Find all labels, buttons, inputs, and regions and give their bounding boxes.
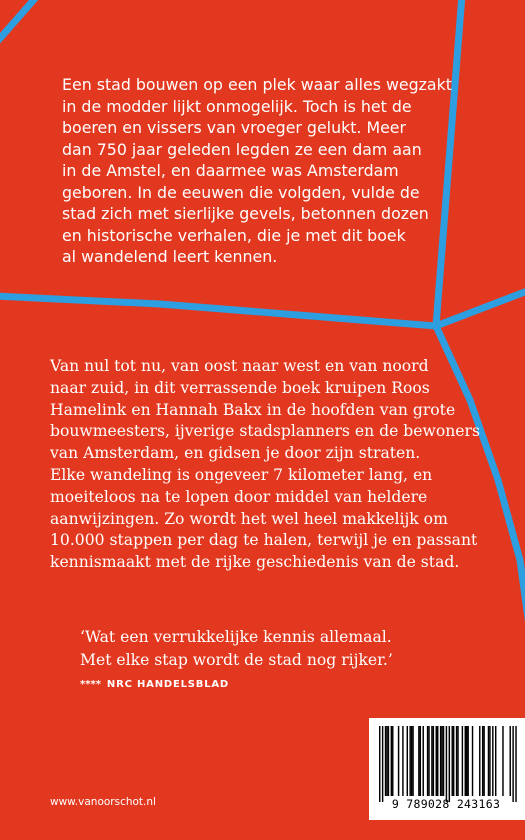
description-text: Van nul tot nu, van oost naar west en van noord naar zuid, in dit verrassende boek kruipen Roos Hamelink en Hannah Bakx in de hoofden van grote bouwmeesters, ijverige stadsplanners en de bewoners van Amsterdam, en gidsen je door zijn straten. Elke wandeling is ongeveer 7 kilometer lang, en moeiteloos na te lopen door middel van heldere aanwijzingen. Zo wordt het wel heel makkelijk om 10.000 stappen per dag te halen, terwijl je en passant kennismaakt met de rijke geschiedenis van de stad. — [50, 357, 480, 572]
barcode-bar — [411, 726, 412, 796]
barcode-bar — [489, 726, 490, 796]
barcode-bar — [492, 726, 493, 796]
barcode-bar — [452, 726, 453, 796]
review-source — [80, 679, 229, 690]
barcode-bar — [388, 726, 389, 796]
review-stars: **** — [80, 679, 101, 690]
barcode-bar — [423, 726, 424, 796]
barcode-bar — [409, 726, 410, 796]
barcode-bar — [449, 726, 450, 802]
barcode-bar — [412, 726, 413, 796]
barcode — [369, 718, 525, 820]
barcode-bar — [436, 726, 437, 796]
barcode-bar — [479, 726, 480, 796]
barcode-bar — [443, 726, 444, 796]
barcode-bar — [466, 726, 467, 796]
barcode-bar — [482, 726, 483, 796]
barcode-bar — [431, 726, 432, 796]
barcode-bar — [398, 726, 399, 796]
barcode-bar — [467, 726, 468, 796]
review-source-name: NRC HANDELSBLAD — [106, 679, 230, 690]
blurb-text: Een stad bouwen op een plek waar alles wegzakt in de modder lijkt onmogelijk. Toch is het de boeren en vissers van vroeger gelukt. Meer dan 750 jaar geleden legden ze een dam aan in de Amstel, en daarmee was Amsterdam geboren. In de eeuwen die volgden, vulde de stad zich met sierlijke gevels, betonnen dozen en historische verhalen, die je met dit boek al wandelend leert kennen. — [62, 75, 452, 266]
barcode-bar — [502, 726, 503, 796]
barcode-bar — [385, 726, 386, 796]
isbn-number: 9 789028 243163 — [391, 797, 501, 811]
barcode-bar — [465, 726, 466, 796]
review-quote: ‘Wat een verrukkelijke kennis allemaal. Met elke stap wordt de stad nog rijker.’ — [80, 628, 393, 669]
barcode-bar — [428, 726, 429, 796]
barcode-bar — [446, 726, 447, 802]
barcode-bar — [440, 726, 441, 796]
barcode-bar — [386, 726, 387, 796]
barcode-bar — [392, 726, 393, 796]
barcode-bar — [382, 726, 383, 802]
barcode-bar — [433, 726, 434, 796]
barcode-bar — [515, 726, 516, 802]
barcode-bar — [495, 726, 496, 796]
barcode-bar — [483, 726, 484, 796]
barcode-bar — [379, 726, 380, 802]
barcode-bar — [472, 726, 473, 796]
barcode-bar — [462, 726, 463, 796]
barcode-bar — [453, 726, 454, 796]
barcode-bar — [420, 726, 421, 796]
barcode-bar — [510, 726, 511, 796]
barcode-bar — [402, 726, 403, 796]
publisher-url[interactable]: www.vanoorschot.nl — [50, 796, 156, 808]
barcode-bar — [512, 726, 513, 802]
barcode-bar — [488, 726, 489, 796]
barcode-bar — [457, 726, 458, 796]
barcode-bar — [437, 726, 438, 796]
barcode-bar — [456, 726, 457, 796]
barcode-bar — [407, 726, 408, 796]
barcode-bar — [391, 726, 392, 796]
barcode-bar — [441, 726, 442, 796]
barcode-bar — [418, 726, 419, 796]
barcode-bar — [427, 726, 428, 796]
